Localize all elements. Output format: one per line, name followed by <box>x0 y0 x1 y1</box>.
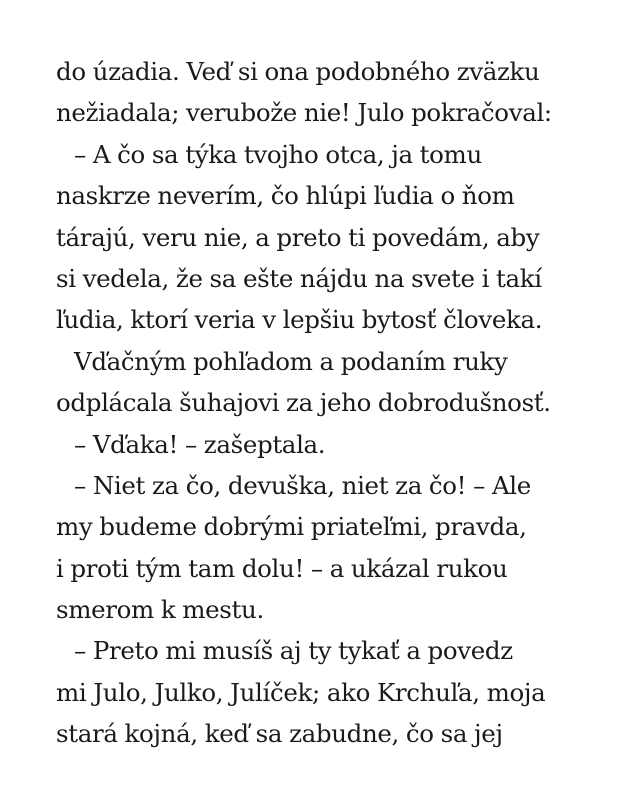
text-line: si vedela, že sa ešte nájdu na svete i takí <box>56 263 542 293</box>
text-line: naskrze neverím, čo hlúpi ľudia o ňom <box>56 181 515 211</box>
text-line: – Preto mi musíš aj ty tykať a povedz <box>74 636 513 666</box>
text-line: i proti tým tam dolu! – a ukázal rukou <box>56 553 508 583</box>
text-line: nežiadala; verubože nie! Julo pokračoval: <box>56 98 552 128</box>
text-line: tárajú, veru nie, a preto ti povedám, aby <box>56 222 540 252</box>
text-line: – Niet za čo, devuška, niet za čo! – Ale <box>74 470 531 500</box>
text-line: – Vďaka! – zašeptala. <box>74 429 326 459</box>
text-line: odplácala šuhajovi za jeho dobrodušnosť. <box>56 388 551 418</box>
text-line: ľudia, ktorí veria v lepšiu bytosť človeka. <box>56 305 543 335</box>
text-line: Vďačným pohľadom a podaním ruky <box>74 346 508 376</box>
text-line: stará kojná, keď sa zabudne, čo sa jej <box>56 719 503 749</box>
text-line: smerom k mestu. <box>56 595 264 625</box>
text-line: do úzadia. Veď si ona podobného zväzku <box>56 57 540 86</box>
body-text <box>56 51 616 755</box>
text-line: my budeme dobrými priateľmi, pravda, <box>56 512 527 542</box>
text-line: – A čo sa týka tvojho otca, ja tomu <box>74 139 482 169</box>
text-line: mi Julo, Julko, Julíček; ako Krchuľa, moja <box>56 677 546 707</box>
